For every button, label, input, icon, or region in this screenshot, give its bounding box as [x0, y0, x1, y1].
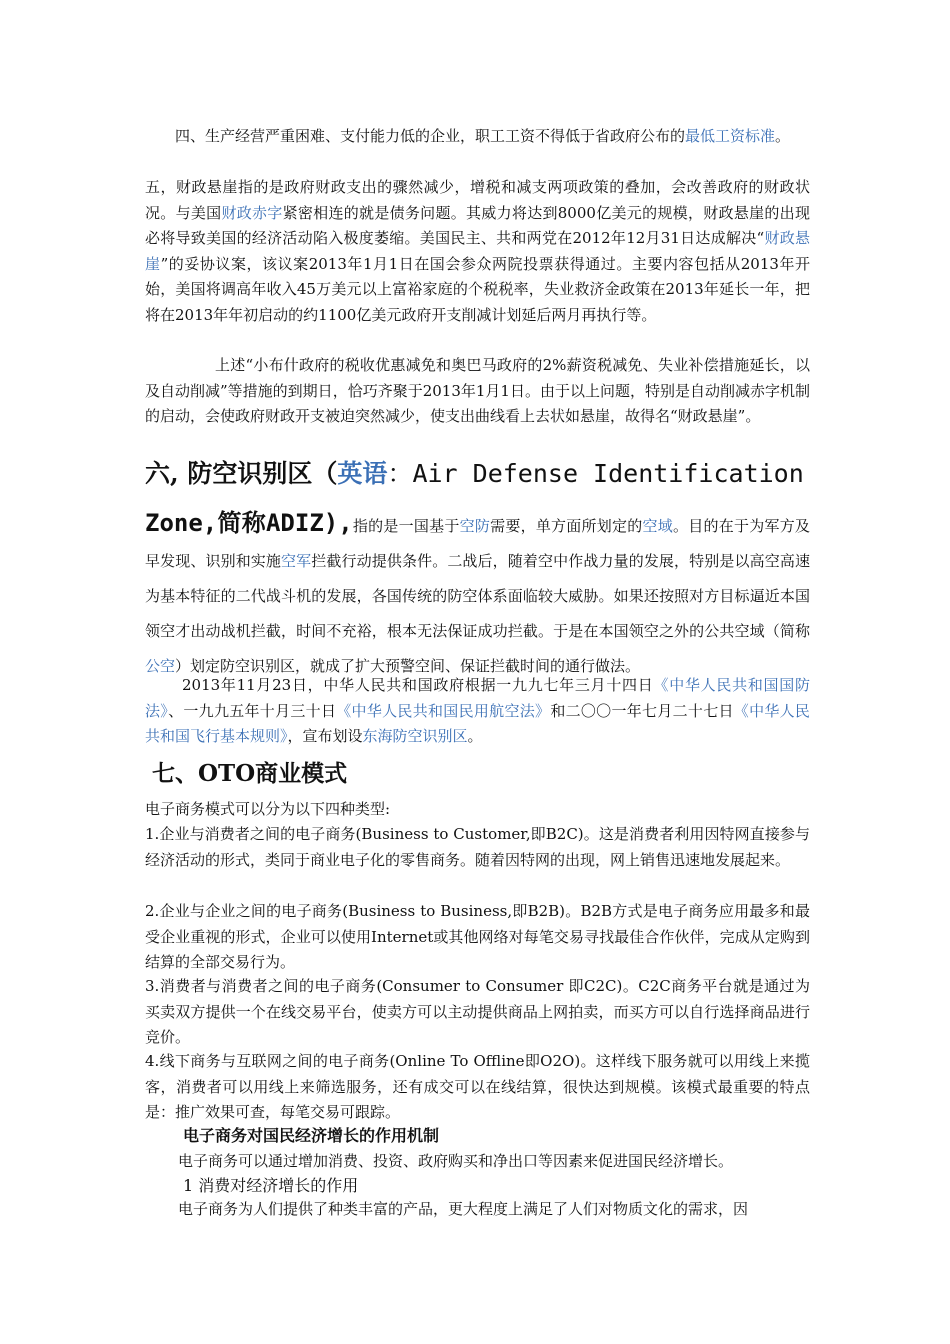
text-run: 。	[467, 727, 483, 745]
text-run: ）划定防空识别区，就成了扩大预警空间、保证拦截时间的通行做法。	[175, 657, 641, 675]
list-item-b2b: 2.企业与企业之间的电子商务(Business to Business,即B2B)。B2B方式是电子商务应用最多和最受企业重视的形式，企业可以使用Internet或其他网络对每笔交易寻找最佳合作伙伴，完成从定购到结算的全部交易行为。	[145, 902, 810, 971]
heading-text: 六, 防空识别区（	[145, 459, 338, 488]
text-run: 四、生产经营严重困难、支付能力低的企业，职工工资不得低于省政府公布的	[175, 127, 686, 145]
list-item-b2c: 1.企业与消费者之间的电子商务(Business to Customer,即B2C)。这是消费者利用因特网直接参与经济活动的形式，类同于商业电子化的零售商务。随着因特网的出现，网上销售迅速地发展起来。	[145, 825, 810, 869]
text-run: ，宣布划设	[287, 727, 363, 745]
text-run: 。目的在于为军方及早发现、识别和实施	[145, 517, 810, 570]
paragraph-section-4	[145, 124, 810, 150]
paragraph-adiz-declaration	[145, 673, 810, 750]
list-item-o2o: 4.线下商务与互联网之间的电子商务(Online To Offline即O2O)。这样线下服务就可以用线上来揽客，消费者可以用线上来筛选服务，还有成交可以在线结算，很快达到规模。该模式最重要的特点是：推广效果可查，每笔交易可跟踪。	[145, 1052, 810, 1121]
paragraph-fiscal-cliff-origin: 上述“小布什政府的税收优惠减免和奥巴马政府的2%薪资税减免、失业补偿措施延长，以及自动削减”等措施的到期日，恰巧齐聚于2013年1月1日。由于以上问题，特别是自动削减赤字机制的启动，会使政府财政开支被迫突然减少，使支出曲线看上去状如悬崖，故得名“财政悬崖”。	[145, 356, 810, 425]
paragraph-section-5	[145, 175, 810, 328]
paragraph-intro: 电子商务模式可以分为以下四种类型:	[145, 800, 391, 818]
section-6-heading	[145, 456, 804, 492]
link-fiscal-cliff[interactable]: 财政悬崖	[145, 229, 810, 273]
section-7-heading: 七、OTO商业模式	[152, 760, 348, 787]
paragraph-mechanism: 电子商务可以通过增加消费、投资、政府购买和净出口等因素来促进国民经济增长。	[178, 1152, 734, 1170]
text-run: 拦截行动提供条件。二战后，随着空中作战力量的发展，特别是以高空高速为基本特征的二代战斗机的发展，各国传统的防空体系面临较大威胁。如果还按照对方目标逼近本国领空才出动战机拦截，时间不充裕，根本无法保证成功拦截。于是在本国领空之外的公共空域（简称	[145, 552, 810, 640]
heading-text-english: ：Air Defense Identification	[387, 459, 804, 488]
link-english[interactable]: 英语	[337, 459, 388, 488]
link-flight-rules[interactable]: 《中华人民共和国飞行基本规则》	[145, 701, 810, 745]
link-public-airspace[interactable]: 公空	[145, 657, 176, 675]
text-run: ”的妥协议案，该议案2013年1月1日在国会参众两院投票获得通过。主要内容包括从2013年开始，美国将调高年收入45万美元以上富裕家庭的个税税率，失业救济金政策在2013年延长一年，把将在2013年年初启动的约1100亿美元政府开支削减计划延后两月再执行等。	[145, 254, 810, 324]
text-run: 需要，单方面所划定的	[490, 517, 643, 535]
subheading-mechanism: 电子商务对国民经济增长的作用机制	[183, 1126, 440, 1145]
link-civil-aviation-law[interactable]: 《中华人民共和国民用航空法》	[336, 701, 551, 720]
link-national-defense-law[interactable]: 《中华人民共和国国防法》	[145, 676, 810, 720]
link-fiscal-deficit[interactable]: 财政赤字	[221, 203, 283, 222]
link-airspace[interactable]: 空域	[642, 517, 673, 535]
list-item-c2c: 3.消费者与消费者之间的电子商务(Consumer to Consumer 即C2C)。C2C商务平台就是通过为买卖双方提供一个在线交易平台，使卖方可以主动提供商品上网拍卖，而买方可以自行选择商品进行竞价。	[145, 977, 810, 1046]
paragraph-section-6	[145, 506, 810, 684]
link-east-china-sea-adiz[interactable]: 东海防空识别区	[362, 727, 468, 745]
text-run: 五，财政悬崖指的是政府财政支出的骤然减少，增税和减支两项政策的叠加，会改善政府的财政状况。与美国	[145, 178, 810, 222]
link-air-defense[interactable]: 空防	[459, 517, 491, 535]
link-air-force[interactable]: 空军	[281, 552, 312, 570]
heading-continuation: Zone,简称ADIZ),	[145, 509, 353, 537]
text-run: 和二〇〇一年七月二十七日	[550, 701, 734, 720]
subheading-consumption: 1 消费对经济增长的作用	[183, 1176, 359, 1195]
text-run: 2013年11月23日，中华人民共和国政府根据一九九七年三月十四日	[182, 676, 654, 694]
text-run: 紧密相连的就是债务问题。其威力将达到8000亿美元的规模，财政悬崖的出现必将导致美国的经济活动陷入极度萎缩。美国民主、共和两党在2012年12月31日达成解决“	[145, 203, 810, 247]
text-run: 。	[775, 127, 791, 145]
text-run: 指的是一国基于	[352, 517, 460, 535]
link-minimum-wage[interactable]: 最低工资标准	[685, 127, 776, 145]
text-run: 、一九九五年十月三十日	[168, 701, 337, 720]
paragraph-consumption: 电子商务为人们提供了种类丰富的产品，更大程度上满足了人们对物质文化的需求，因	[178, 1200, 749, 1218]
